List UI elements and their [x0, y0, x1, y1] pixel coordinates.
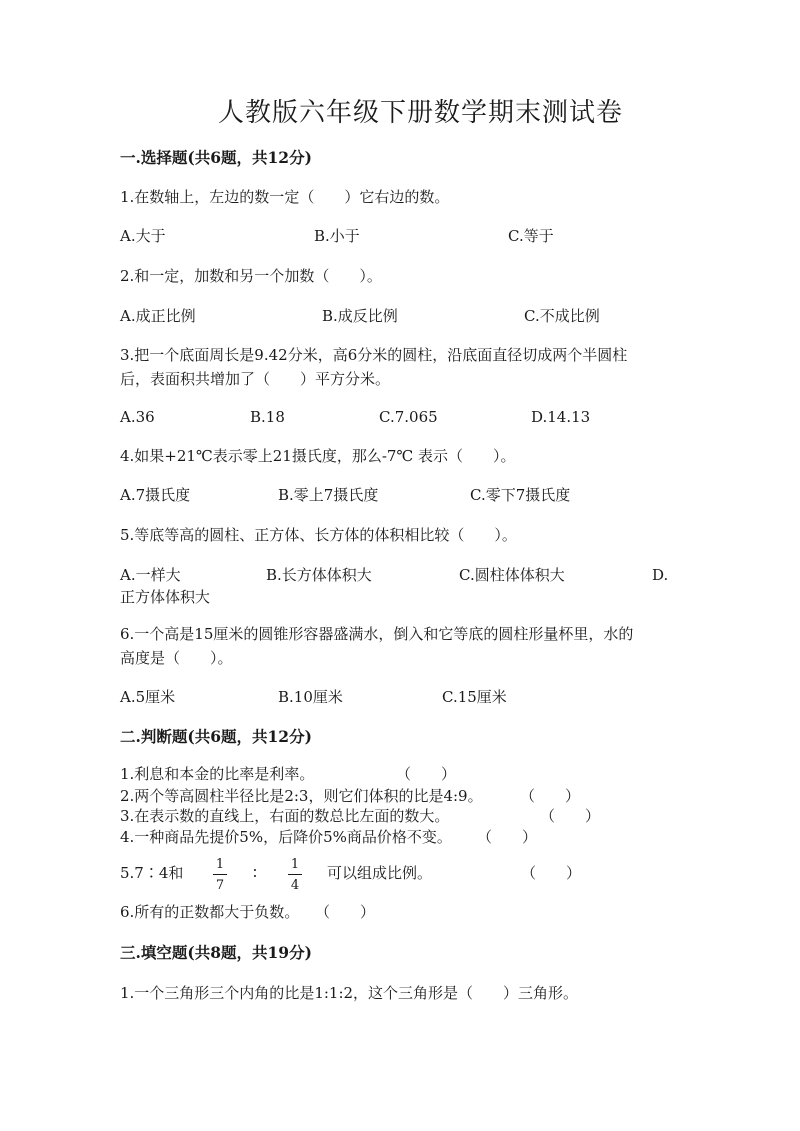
q6-option-b: B.10厘米 — [278, 688, 343, 706]
choice-question-1: 1.在数轴上，左边的数一定（ ）它右边的数。 — [120, 188, 450, 206]
q4-option-b: B.零上7摄氏度 — [278, 486, 379, 504]
q5-option-b: B.长方体体积大 — [266, 566, 372, 584]
choice-question-3-line-1: 3.把一个底面周长是9.42分米，高6分米的圆柱，沿底面直径切成两个半圆柱 — [120, 346, 628, 364]
judge-question-4: 4.一种商品先提价5%，后降价5%商品价格不变。 — [120, 828, 452, 846]
q3-option-b: B.18 — [250, 408, 285, 426]
q3-option-a: A.36 — [120, 408, 155, 426]
fraction-2-denominator: 4 — [290, 878, 300, 893]
judge-5-answer-blank: （ ） — [521, 864, 582, 882]
q1-option-c: C.等于 — [508, 227, 554, 245]
q2-option-a: A.成正比例 — [120, 307, 196, 325]
q3-option-d: D.14.13 — [531, 408, 591, 426]
fraction-1-numerator: 1 — [215, 857, 225, 872]
judge-question-6: 6.所有的正数都大于负数。 — [120, 903, 300, 921]
q1-option-b: B.小于 — [314, 227, 360, 245]
choice-question-6-line-1: 6.一个高是15厘米的圆锥形容器盛满水，倒入和它等底的圆柱形量杯里，水的 — [120, 625, 634, 643]
q5-option-d-text: 正方体体积大 — [120, 588, 211, 606]
judge-question-5-suffix: 可以组成比例。 — [327, 864, 433, 882]
judge-question-3: 3.在表示数的直线上，右面的数总比左面的数大。 — [120, 807, 450, 825]
choice-question-2: 2.和一定，加数和另一个加数（ ）。 — [120, 267, 382, 285]
fraction-one-seventh — [213, 858, 227, 892]
judge-question-2: 2.两个等高圆柱半径比是2:3，则它们体积的比是4:9。 — [120, 787, 483, 805]
judge-3-answer-blank: （ ） — [540, 807, 601, 825]
q3-option-c: C.7.065 — [379, 408, 438, 426]
choice-question-4: 4.如果+21℃表示零上21摄氏度，那么-7℃ 表示（ ）。 — [120, 447, 516, 465]
fill-question-1: 1.一个三角形三个内角的比是1:1:2，这个三角形是（ ）三角形。 — [120, 984, 579, 1002]
judge-2-answer-blank: （ ） — [520, 787, 581, 805]
choice-question-3-line-2: 后，表面积共增加了（ ）平方分米。 — [120, 370, 391, 388]
fraction-1-bar — [213, 874, 227, 875]
q6-option-c: C.15厘米 — [442, 688, 507, 706]
ratio-colon: ∶ — [253, 864, 257, 882]
q5-option-c: C.圆柱体体积大 — [459, 566, 565, 584]
judge-6-answer-blank: （ ） — [315, 903, 376, 921]
q2-option-b: B.成反比例 — [322, 307, 398, 325]
section-2-header: 二.判断题(共6题，共12分) — [120, 727, 312, 746]
q2-option-c: C.不成比例 — [524, 307, 600, 325]
q6-option-a: A.5厘米 — [120, 688, 176, 706]
q4-option-a: A.7摄氏度 — [120, 486, 191, 504]
choice-question-5: 5.等底等高的圆柱、正方体、长方体的体积相比较（ ）。 — [120, 526, 517, 544]
q1-option-a: A.大于 — [120, 227, 166, 245]
judge-question-5-prefix: 5.7∶4和 — [120, 864, 184, 882]
judge-4-answer-blank: （ ） — [477, 828, 538, 846]
judge-1-answer-blank: （ ） — [396, 765, 457, 783]
q4-option-c: C.零下7摄氏度 — [470, 486, 571, 504]
fraction-1-denominator: 7 — [215, 878, 225, 893]
exam-title: 人教版六年级下册数学期末测试卷 — [218, 98, 624, 128]
judge-question-1: 1.利息和本金的比率是利率。 — [120, 765, 315, 783]
section-1-header: 一.选择题(共6题，共12分) — [120, 148, 312, 167]
choice-question-6-line-2: 高度是（ ）。 — [120, 649, 233, 667]
fraction-one-fourth — [288, 858, 302, 892]
fraction-2-bar — [288, 874, 302, 875]
fraction-2-numerator: 1 — [290, 857, 300, 872]
q5-option-d: D. — [652, 566, 669, 584]
q5-option-a: A.一样大 — [120, 566, 181, 584]
section-3-header: 三.填空题(共8题，共19分) — [120, 943, 312, 962]
